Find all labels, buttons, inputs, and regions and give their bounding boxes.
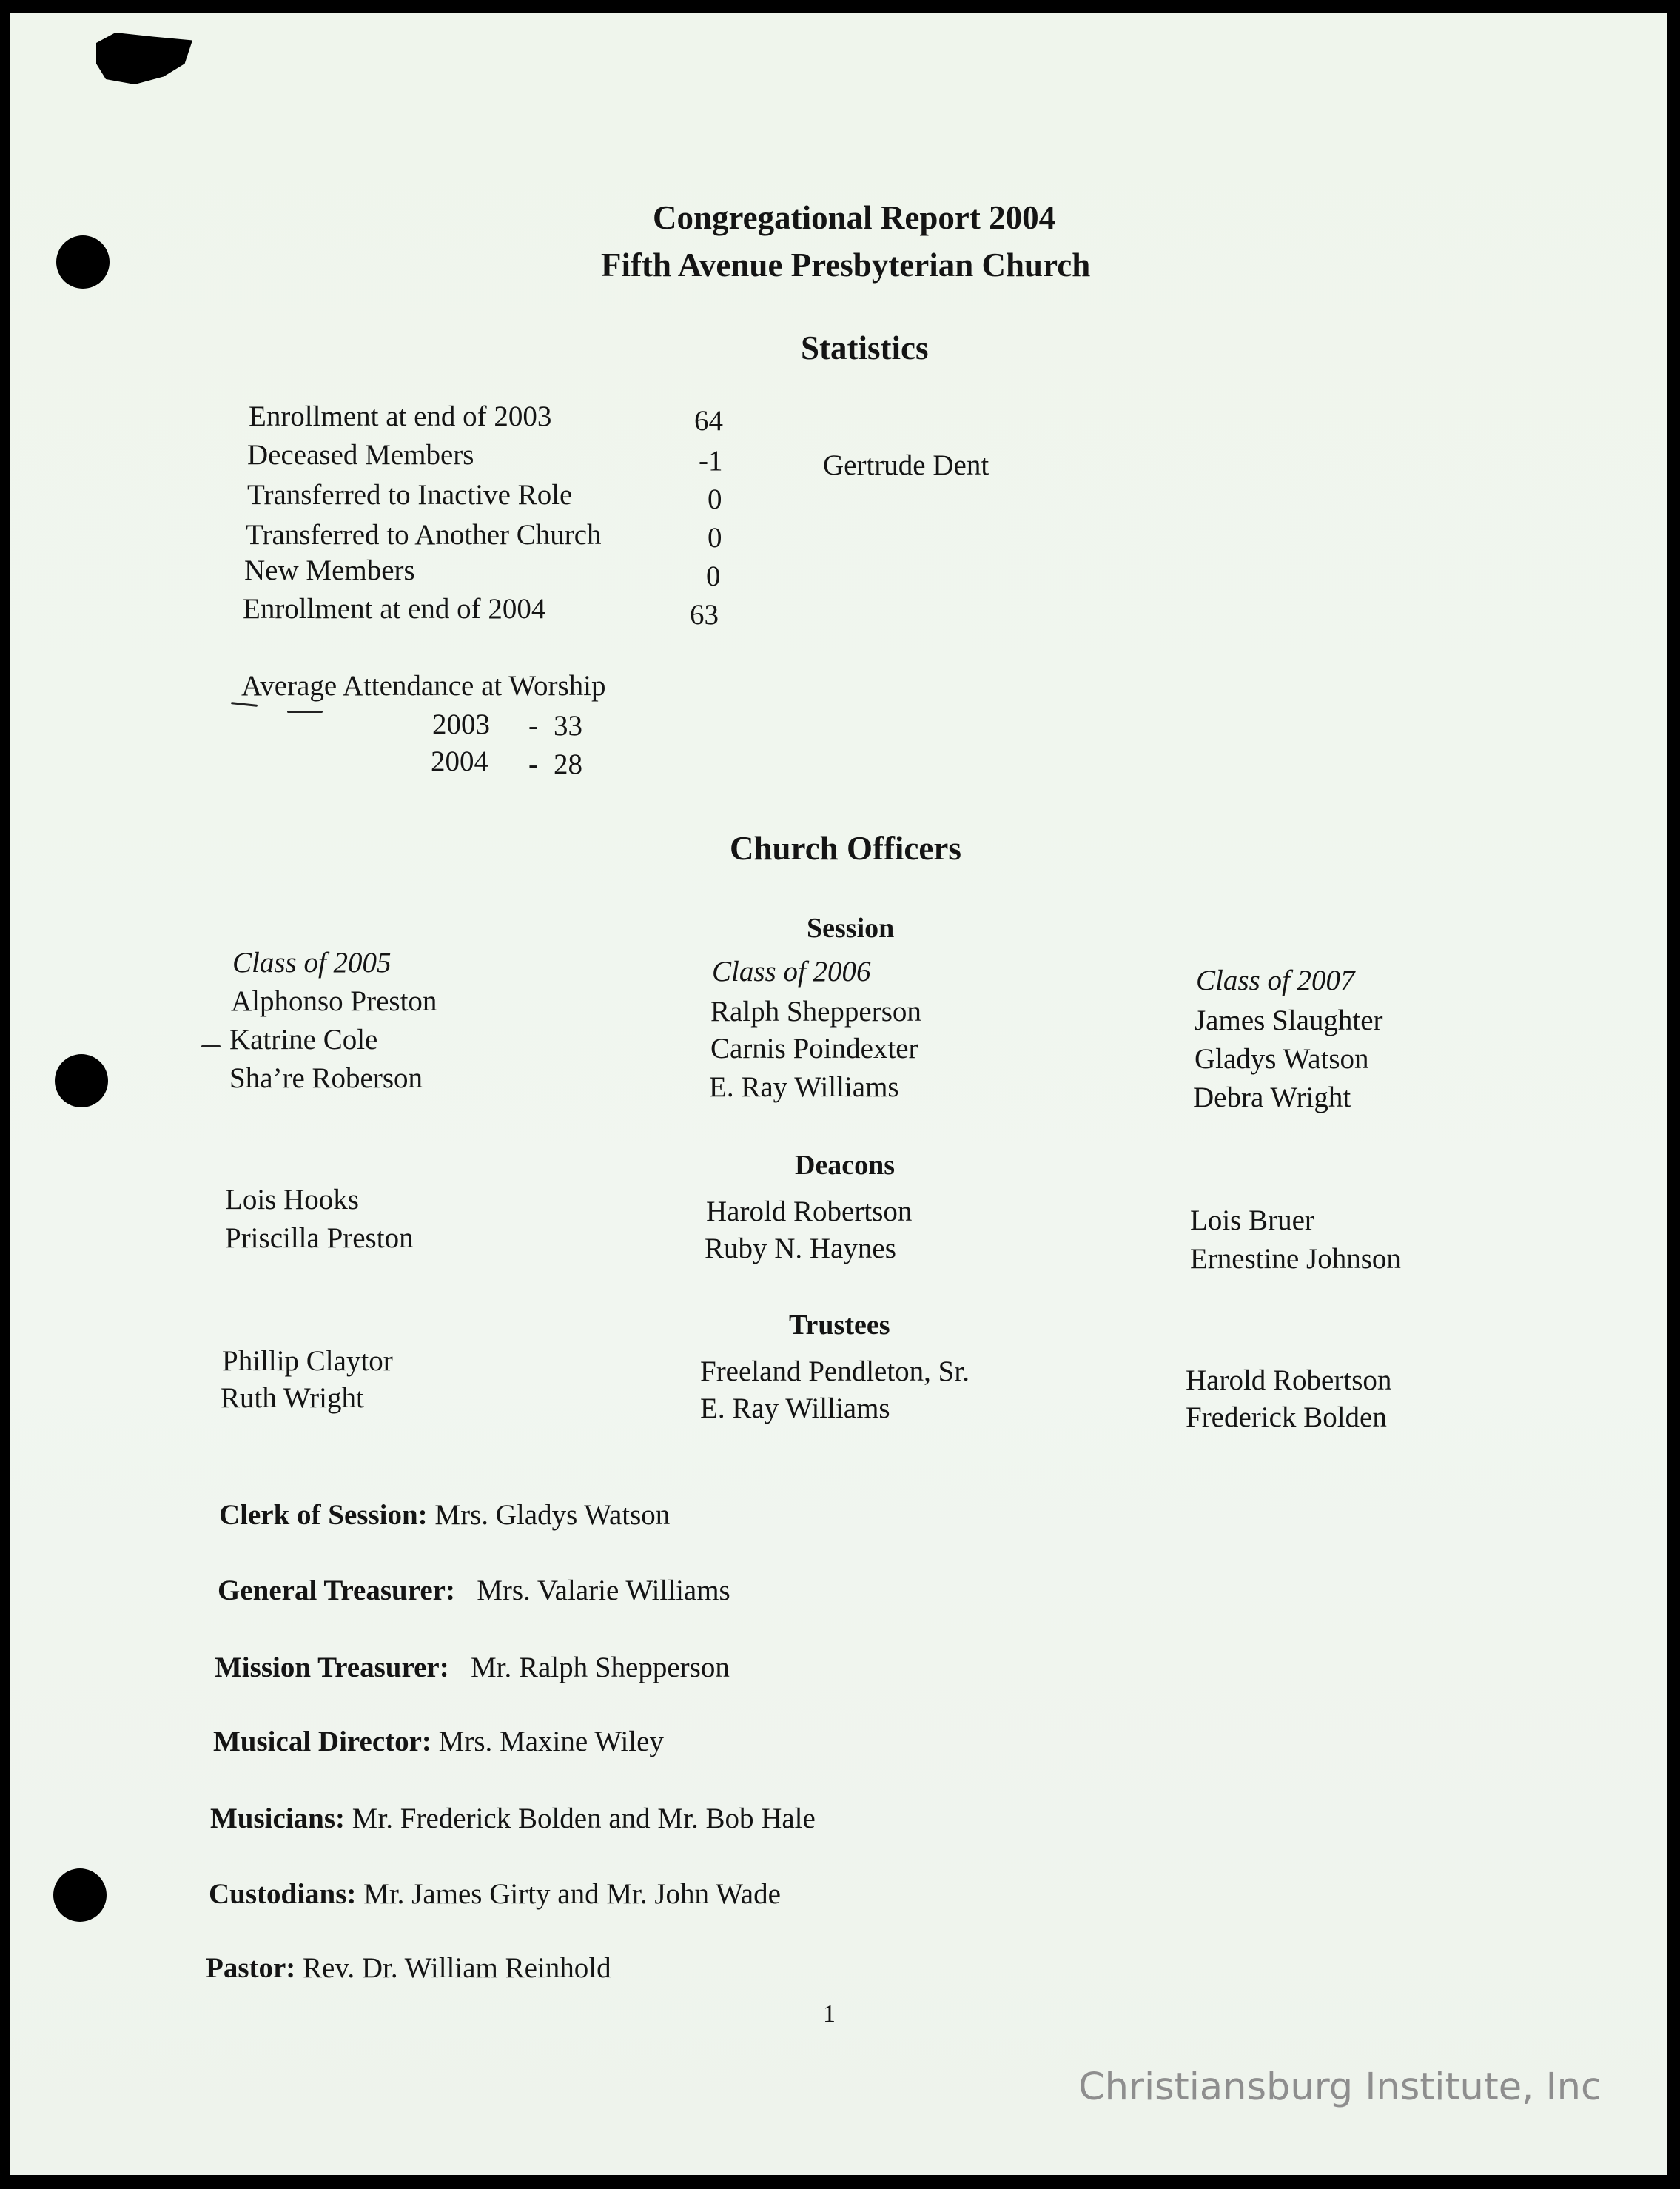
stat-label: New Members	[244, 554, 415, 586]
watermark: Christiansburg Institute, Inc	[1078, 2065, 1602, 2109]
staff-label: Musicians:	[210, 1803, 346, 1834]
officer-name: Harold Robertson	[706, 1196, 913, 1227]
officer-name: Harold Robertson	[1186, 1364, 1392, 1396]
staff-line	[218, 1574, 730, 1607]
stat-value: 0	[706, 560, 721, 592]
staff-label: General Treasurer:	[218, 1575, 455, 1606]
pen-mark	[201, 1045, 221, 1047]
officer-name: Frederick Bolden	[1186, 1401, 1387, 1433]
staff-value: Mr. James Girty and Mr. John Wade	[363, 1878, 781, 1910]
class-label: Class of 2005	[232, 947, 392, 979]
staff-line	[219, 1498, 670, 1532]
stat-value: -1	[699, 445, 723, 477]
punch-hole-middle	[55, 1054, 108, 1107]
trustees-heading: Trustees	[789, 1310, 890, 1341]
officer-name: Sha’re Roberson	[229, 1062, 423, 1094]
attendance-year: 2003	[432, 708, 490, 740]
officer-name: Ernestine Johnson	[1190, 1243, 1401, 1275]
officers-heading: Church Officers	[730, 830, 961, 867]
punch-hole-bottom	[53, 1868, 107, 1922]
officer-name: James Slaughter	[1195, 1005, 1383, 1036]
officer-name: E. Ray Williams	[700, 1392, 890, 1424]
officer-name: Katrine Cole	[229, 1024, 378, 1056]
officer-name: Carnis Poindexter	[710, 1033, 918, 1065]
officer-name: Debra Wright	[1193, 1082, 1351, 1113]
staff-label: Clerk of Session:	[219, 1499, 428, 1531]
stat-label: Deceased Members	[247, 439, 474, 471]
pen-mark	[287, 711, 323, 713]
church-name: Fifth Avenue Presbyterian Church	[601, 247, 1091, 284]
stat-label: Transferred to Inactive Role	[247, 479, 573, 511]
stat-label: Transferred to Another Church	[246, 519, 602, 551]
attendance-value: 28	[554, 748, 582, 780]
staff-value: Mr. Frederick Bolden and Mr. Bob Hale	[352, 1803, 816, 1834]
staff-line	[209, 1877, 781, 1911]
stat-label: Enrollment at end of 2003	[249, 400, 552, 432]
staff-line	[210, 1802, 816, 1835]
officer-name: Ruby N. Haynes	[705, 1233, 896, 1264]
report-title: Congregational Report 2004	[653, 199, 1056, 236]
officer-name: Lois Bruer	[1190, 1204, 1314, 1236]
officer-name: Alphonso Preston	[231, 985, 437, 1017]
officer-name: E. Ray Williams	[709, 1071, 899, 1103]
staff-value: Mr. Ralph Shepperson	[470, 1652, 730, 1683]
officer-name: Ruth Wright	[221, 1382, 364, 1414]
punch-hole-top	[56, 235, 110, 289]
staff-label: Custodians:	[209, 1878, 357, 1910]
attendance-year: 2004	[431, 745, 488, 777]
officer-name: Gladys Watson	[1195, 1043, 1369, 1075]
session-heading: Session	[807, 913, 895, 944]
stat-value: 0	[708, 483, 722, 515]
class-label: Class of 2007	[1196, 965, 1355, 996]
page-number: 1	[823, 2000, 836, 2028]
stat-label: Enrollment at end of 2004	[243, 593, 546, 625]
class-label: Class of 2006	[712, 956, 871, 988]
attendance-value: 33	[554, 710, 582, 742]
staff-line	[213, 1725, 664, 1758]
stat-value: 63	[690, 599, 719, 631]
attendance-dash: -	[528, 748, 538, 780]
staff-line	[206, 1951, 611, 1985]
deacons-heading: Deacons	[795, 1150, 896, 1181]
officer-name: Priscilla Preston	[225, 1222, 414, 1254]
officer-name: Freeland Pendleton, Sr.	[700, 1355, 970, 1387]
staff-label: Pastor:	[206, 1952, 296, 1984]
staff-label: Musical Director:	[213, 1726, 431, 1757]
staff-label: Mission Treasurer:	[215, 1652, 449, 1683]
staff-value: Mrs. Gladys Watson	[434, 1499, 671, 1531]
officer-name: Lois Hooks	[225, 1184, 359, 1216]
stat-note: Gertrude Dent	[823, 449, 989, 481]
staff-line	[215, 1651, 730, 1684]
stat-value: 0	[708, 522, 722, 554]
stat-value: 64	[694, 405, 723, 437]
staff-value: Mrs. Valarie Williams	[477, 1575, 730, 1606]
staff-value: Mrs. Maxine Wiley	[438, 1726, 664, 1757]
statistics-heading: Statistics	[801, 329, 929, 366]
attendance-dash: -	[528, 710, 538, 742]
staff-value: Rev. Dr. William Reinhold	[303, 1952, 611, 1984]
officer-name: Phillip Claytor	[222, 1345, 393, 1377]
attendance-label: Average Attendance at Worship	[241, 670, 606, 702]
officer-name: Ralph Shepperson	[710, 996, 921, 1028]
